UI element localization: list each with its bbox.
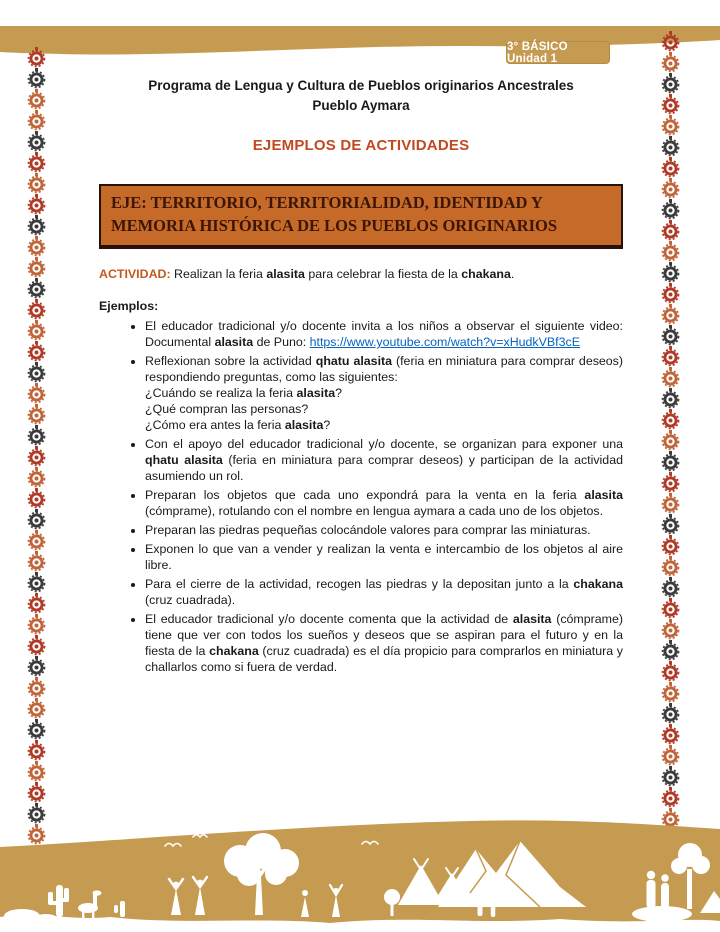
rosette-icon: [661, 388, 680, 409]
person-silhouette: [647, 871, 656, 908]
emphasized-term: qhatu alasita: [145, 453, 223, 468]
rosette-icon: [27, 425, 46, 446]
emphasized-term: alasita: [296, 386, 336, 401]
rosette-icon: [661, 766, 680, 787]
rosette-icon: [661, 430, 680, 451]
rosette-icon: [661, 304, 680, 325]
emphasized-term: chakana: [209, 644, 259, 659]
list-item: • Preparan las piedras pequeñas colocándole valores para comprar las miniaturas.: [145, 522, 623, 538]
eje-banner-line1: EJE: TERRITORIO, TERRITORIALIDAD, IDENTIDAD Y: [111, 193, 543, 212]
rosette-icon: [661, 199, 680, 220]
rosette-icon: [661, 598, 680, 619]
rosette-icon: [661, 262, 680, 283]
rosette-icon: [661, 409, 680, 430]
emphasized-term: alasita: [266, 266, 305, 281]
list-item: • El educador tradicional y/o docente comenta que la actividad de alasita (cómprame) tiene que ver con todos los sueños y deseos que se aspiran para el futuro y en la fiesta de la chakana (cruz cuadrada) es el día propicio para comprarlos en miniatura y challarlos como si fuera de verdad.: [145, 611, 623, 675]
rosette-icon: [661, 535, 680, 556]
right-border-pattern: [661, 31, 680, 829]
rosette-icon: [661, 157, 680, 178]
rosette-icon: [661, 724, 680, 745]
emphasized-term: alasita: [284, 418, 324, 433]
rosette-icon: [661, 703, 680, 724]
rosette-icon: [661, 367, 680, 388]
person-silhouette: [661, 874, 669, 908]
emphasized-term: alasita: [584, 488, 623, 503]
rosette-icon: [27, 740, 46, 761]
rosette-icon: [27, 68, 46, 89]
list-item: • Para el cierre de la actividad, recogen las piedras y la depositan junto a la chakana (cruz cuadrada).: [145, 576, 623, 608]
list-item: • Reflexionan sobre la actividad qhatu alasita (feria en miniatura para comprar deseos) respondiendo preguntas, como las siguientes: ¿Cuándo se realiza la feria alasita? ¿Qué compran las personas? ¿Cómo era antes la feria alasita?: [145, 353, 623, 433]
rosette-icon: [27, 551, 46, 572]
rosette-icon: [27, 656, 46, 677]
rosette-icon: [661, 283, 680, 304]
rosette-icon: [27, 362, 46, 383]
rosette-icon: [27, 467, 46, 488]
rosette-icon: [27, 593, 46, 614]
rosette-icon: [661, 472, 680, 493]
rock-silhouette: [34, 914, 58, 924]
section-heading: EJEMPLOS DE ACTIVIDADES: [252, 137, 470, 154]
emphasized-term: alasita: [214, 335, 254, 350]
rosette-icon: [27, 299, 46, 320]
rosette-icon: [27, 383, 46, 404]
emphasized-term: qhatu alasita: [315, 354, 393, 369]
activity-label: ACTIVIDAD:: [99, 266, 171, 281]
rosette-icon: [27, 110, 46, 131]
document-content: [99, 70, 623, 678]
rosette-icon: [661, 640, 680, 661]
eje-banner-line2: MEMORIA HISTÓRICA DE LOS PUEBLOS ORIGINARIOS: [111, 216, 558, 236]
rosette-icon: [27, 446, 46, 467]
rosette-icon: [661, 94, 680, 115]
pueblo-subtitle: Pueblo Aymara: [312, 98, 410, 113]
rosette-icon: [27, 761, 46, 782]
emphasized-term: chakana: [573, 577, 623, 592]
eje-banner: [99, 184, 623, 249]
rosette-icon: [661, 241, 680, 262]
emphasized-term: chakana: [461, 266, 511, 281]
rosette-icon: [27, 404, 46, 425]
rosette-icon: [661, 346, 680, 367]
rosette-icon: [661, 52, 680, 73]
rosette-icon: [27, 530, 46, 551]
rosette-icon: [661, 661, 680, 682]
rosette-icon: [27, 215, 46, 236]
rosette-icon: [661, 136, 680, 157]
top-band-decoration: [0, 0, 720, 60]
rosette-icon: [661, 115, 680, 136]
left-border-pattern: [27, 47, 46, 845]
rosette-icon: [661, 220, 680, 241]
rosette-icon: [27, 194, 46, 215]
examples-list: [99, 318, 623, 675]
activity-statement: [99, 266, 623, 282]
list-item: • El educador tradicional y/o docente invita a los niños a observar el siguiente video: Documental alasita de Puno: https://www.youtube.com/watch?v=xHudkVBf3cE: [145, 318, 623, 350]
rosette-icon: [661, 73, 680, 94]
rosette-icon: [661, 556, 680, 577]
rosette-icon: [661, 619, 680, 640]
rosette-icon: [27, 614, 46, 635]
examples-heading: Ejemplos:: [99, 299, 159, 314]
list-item: • Exponen lo que van a vender y realizan la venta e intercambio de los objetos al aire libre.: [145, 541, 623, 573]
rosette-icon: [661, 682, 680, 703]
person-silhouette: [477, 898, 482, 916]
rosette-icon: [661, 745, 680, 766]
rosette-icon: [27, 173, 46, 194]
rosette-icon: [661, 31, 680, 52]
grade-unit-badge: 3° BÁSICO Unidad 1: [506, 41, 610, 64]
list-item: • Preparan los objetos que cada uno expondrá para la venta en la feria alasita (cómprame), rotulando con el nombre en lengua aymara a cada uno de los objetos.: [145, 487, 623, 519]
rosette-icon: [27, 782, 46, 803]
rosette-icon: [661, 787, 680, 808]
rosette-icon: [27, 341, 46, 362]
rosette-icon: [27, 89, 46, 110]
rosette-icon: [27, 131, 46, 152]
rosette-icon: [661, 493, 680, 514]
rosette-icon: [661, 325, 680, 346]
mound-silhouette: [632, 906, 692, 922]
rosette-icon: [27, 677, 46, 698]
list-item: • Con el apoyo del educador tradicional y/o docente, se organizan para exponer una qhatu alasita (feria en miniatura para comprar deseos) y participan de la actividad asumiendo un rol.: [145, 436, 623, 484]
footer-illustration: [0, 817, 720, 932]
rosette-icon: [27, 236, 46, 257]
footer-band: [0, 820, 720, 932]
rosette-icon: [27, 320, 46, 341]
video-link[interactable]: https://www.youtube.com/watch?v=xHudkVBf3cE: [309, 335, 580, 350]
person-silhouette: [491, 901, 496, 917]
emphasized-term: alasita: [512, 612, 552, 627]
rosette-icon: [661, 178, 680, 199]
rosette-icon: [27, 719, 46, 740]
rosette-icon: [27, 509, 46, 530]
rosette-icon: [27, 488, 46, 509]
rosette-icon: [661, 514, 680, 535]
rosette-icon: [661, 451, 680, 472]
rosette-icon: [27, 278, 46, 299]
rosette-icon: [27, 152, 46, 173]
rosette-icon: [27, 572, 46, 593]
program-title: Programa de Lengua y Cultura de Pueblos originarios Ancestrales: [148, 78, 574, 93]
activity-text: Realizan la feria alasita para celebrar la fiesta de la chakana.: [170, 266, 515, 281]
rosette-icon: [27, 257, 46, 278]
rosette-icon: [661, 577, 680, 598]
rosette-icon: [27, 635, 46, 656]
rosette-icon: [27, 47, 46, 68]
rock-silhouette: [4, 909, 40, 923]
rosette-icon: [27, 698, 46, 719]
